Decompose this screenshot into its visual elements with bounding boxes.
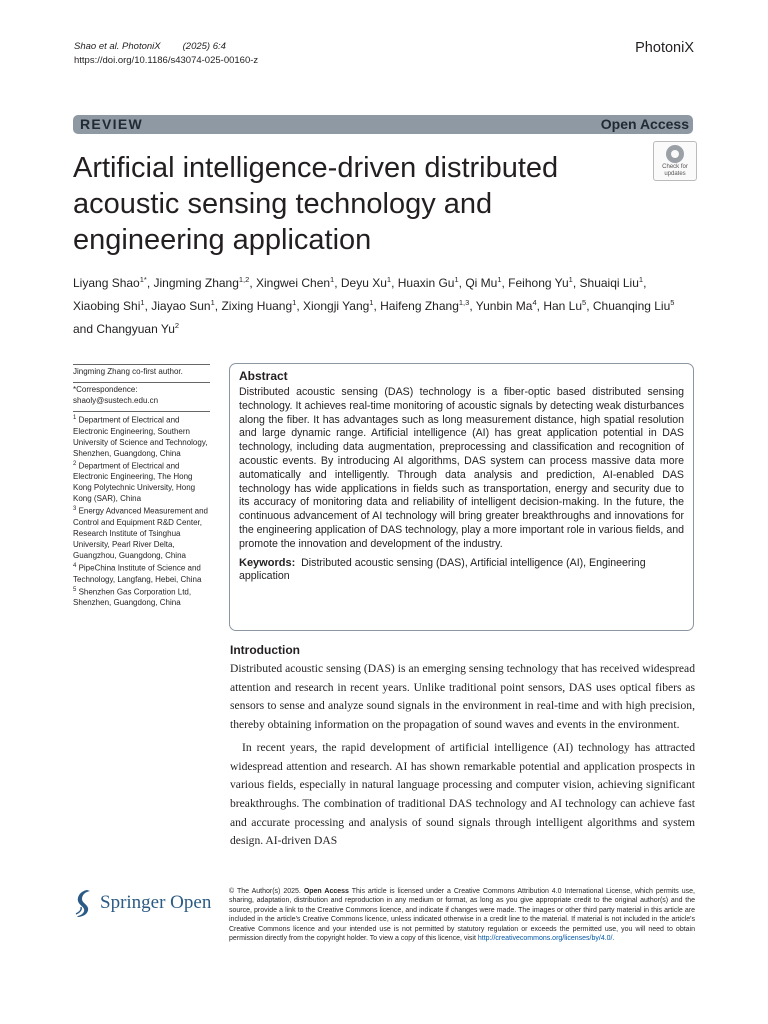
- author-name: Qi Mu: [465, 276, 498, 290]
- affiliation-text: Department of Electrical and Electronic Engineering, The Hong Kong Polytechnic University, Hong Kong (SAR), China: [73, 461, 196, 504]
- author-name: Jiayao Sun: [151, 299, 211, 313]
- author-affiliation-mark: 1: [369, 298, 374, 307]
- author-affiliation-mark: 1: [292, 298, 297, 307]
- publisher-name: Springer Open: [100, 892, 212, 913]
- author-name: Changyuan Yu: [96, 322, 175, 336]
- abstract-text: Distributed acoustic sensing (DAS) technology is a fiber-optic based distributed sensing technology. It achieves real-time monitoring of acoustic signals by detecting weak disturbances along the fiber. It has advantages such as long measurement distance, high spatial resolution and large dynamic range. Artificial intelligence (AI) has great application potential in DAS technology, including data augmentation, preprocessing and classification and recognition of acoustic events. By introducing AI algorithms, DAS system can process massive data more automatically and intelligently. Through data analysis and prediction, AI-enabled DAS technology has wide applications in fields such as transportation, energy and security due to its accuracy of monitoring data and reliability of intelligent decision-making. In the future, the continuous advancement of AI technology will bring greater breakthroughs and innovations for the engineering application of DAS technology, play a more important role in various fields, and promote the innovation and development of the industry.: [239, 386, 684, 550]
- author-name: Xingwei Chen: [256, 276, 331, 290]
- affiliation-number: 3: [73, 506, 77, 513]
- sidebar-notes: [73, 364, 210, 608]
- affiliation-number: 4: [73, 562, 77, 569]
- author-name: Huaxin Gu: [397, 276, 455, 290]
- correspondence-label: *Correspondence:: [73, 385, 138, 394]
- abstract-box: [229, 363, 694, 631]
- affiliation-item: [73, 504, 210, 561]
- author-affiliation-mark: 4: [532, 298, 537, 307]
- article-type-label: REVIEW: [80, 116, 144, 132]
- author-name: Han Lu: [543, 299, 583, 313]
- author-name: Liyang Shao: [73, 276, 140, 290]
- affiliation-number: 1: [73, 415, 77, 421]
- article-type-bar: [73, 115, 693, 134]
- author-name: Shuaiqi Liu: [579, 276, 639, 290]
- author-affiliation-mark: 1,3: [458, 298, 470, 307]
- affiliation-number: 2: [73, 460, 77, 467]
- running-header: [74, 40, 258, 68]
- author-affiliation-mark: 1: [330, 275, 335, 284]
- open-access-label: Open Access: [600, 116, 689, 132]
- author-list: Liyang Shao$^{1*}$, Jingming Zhang$^{1,2}$, Xingwei Chen$^1$, Deyu Xu$^1$, Huaxin Gu$^1$, Qi Mu$^1$, Feihong Yu$^1$, Shuaiqi Liu$^1$, Xiaobing Shi$^1$, Jiayao Sun$^1$, Zixing Huang$^1$, Xiongji Yang$^1$, Haifeng Zhang$^{1,3}$, Yunbin Ma$^4$, Han Lu$^5$, Chuanqing Liu$^5$ and Changyuan Yu$^2$: [73, 275, 675, 336]
- correspondence-email[interactable]: shaoly@sustech.edu.cn: [73, 396, 159, 405]
- springer-horse-icon: [73, 888, 95, 918]
- author-affiliation-mark: 2: [174, 321, 180, 330]
- author-affiliation-mark: 5: [670, 298, 675, 307]
- author-name: Haifeng Zhang: [380, 299, 459, 313]
- license-link[interactable]: http://creativecommons.org/licenses/by/4.0/.: [477, 935, 615, 943]
- author-affiliation-mark: 1: [140, 298, 145, 307]
- author-affiliation-mark: 5: [582, 298, 587, 307]
- affiliation-list: [73, 413, 210, 608]
- author-affiliation-mark: 1: [386, 275, 392, 284]
- author-name: Yunbin Ma: [475, 299, 533, 313]
- badge-line1: Check for: [662, 164, 688, 170]
- badge-line2: updates: [664, 170, 686, 177]
- keywords-text: Distributed acoustic sensing (DAS), Artificial intelligence (AI), Engineering application: [239, 556, 646, 583]
- affiliation-text: Department of Electrical and Electronic Engineering, Southern University of Science and Technology, Shenzhen, Guangdong, China: [73, 415, 208, 458]
- license-text: This article is licensed under a Creative Commons Attribution 4.0 International License, which permits use, sharing, adaptation, distribution and reproduction in any medium or format, as long as you give appropriate credit to the original author(s) and the source, provide a link to the Creative Commons licence, and indicate if changes were made. The images or other third party material in this article are included in the article's Creative Commons licence, unless indicated otherwise in a credit line to the material. If material is not included in the article's Creative Commons licence and your intended use is not permitted by statutory regulation or exceeds the permitted use, you will need to obtain permission directly from the copyright holder. To view a copy of this licence, visit: [229, 888, 695, 943]
- check-for-updates-badge[interactable]: [653, 141, 697, 181]
- author-name: Feihong Yu: [508, 276, 569, 290]
- article-title: Artificial intelligence-driven distributed acoustic sensing technology and engineering application: [73, 152, 559, 256]
- affiliation-text: Shenzhen Gas Corporation Ltd, Shenzhen, Guangdong, China: [73, 587, 192, 608]
- author-affiliation-mark: 1*: [139, 275, 147, 284]
- author-affiliation-mark: 1: [210, 298, 215, 307]
- author-name: Xiongji Yang: [303, 299, 370, 313]
- affiliation-item: [73, 561, 210, 585]
- citation: Shao et al. PhotoniX: [74, 41, 161, 52]
- author-name: Chuanqing Liu: [592, 299, 671, 313]
- license-footer: [229, 887, 695, 943]
- copyright: © The Author(s) 2025.: [229, 888, 301, 895]
- keywords: [239, 557, 684, 585]
- affiliation-text: PipeChina Institute of Science and Technology, Langfang, Hebei, China: [73, 563, 202, 584]
- keywords-label: Keywords:: [239, 556, 296, 569]
- affiliation-number: 5: [73, 586, 77, 593]
- intro-paragraph-2: In recent years, the rapid development of artificial intelligence (AI) technology has attracted widespread attention and research. AI has shown remarkable potential and application prospects in various fields, especially in natural language processing and computer vision, achieving significant breakthroughs. The combination of traditional DAS technology and AI technology can achieve fast and accurate processing and analysis of sound signals through intelligent algorithms and system design. AI-driven DAS: [230, 740, 695, 848]
- author-name: Zixing Huang: [221, 299, 293, 313]
- footer-open-access: Open Access: [303, 888, 349, 895]
- affiliation-item: [73, 413, 210, 459]
- affiliation-text: Energy Advanced Measurement and Control and Equipment R&D Center, Research Institute of Tsinghua University, Pearl River Delta, Guangzhou, Guangdong, China: [73, 506, 208, 560]
- intro-paragraph-1: Distributed acoustic sensing (DAS) is an emerging sensing technology that has received widespread attention and research in recent years. Unlike traditional point sensors, DAS uses optical fibers as sensors to sense and analyze sound signals in the environment in real-time and with high precision, thereby obtaining information on the propagation of sound waves and events in the environment.: [230, 662, 695, 732]
- cofirst-note: Jingming Zhang co-first author.: [73, 367, 183, 376]
- journal-name: PhotoniX: [635, 40, 694, 56]
- author-name: Xiaobing Shi: [73, 299, 141, 313]
- author-affiliation-mark: 1: [497, 275, 502, 284]
- author-name: Jingming Zhang: [153, 276, 239, 290]
- introduction-heading: Introduction: [230, 643, 300, 657]
- year-volume: (2025) 6:4: [182, 41, 226, 52]
- doi-link[interactable]: https://doi.org/10.1186/s43074-025-00160-z: [74, 55, 259, 66]
- introduction-body: [230, 660, 695, 855]
- author-affiliation-mark: 1: [568, 275, 573, 284]
- author-name: Deyu Xu: [340, 276, 387, 290]
- affiliation-item: [73, 585, 210, 609]
- author-affiliation-mark: 1: [454, 275, 459, 284]
- affiliation-item: [73, 459, 210, 505]
- author-affiliation-mark: 1: [638, 275, 644, 284]
- update-icon: [666, 145, 684, 163]
- author-affiliation-mark: 1,2: [238, 275, 250, 284]
- abstract-heading: Abstract: [239, 369, 288, 383]
